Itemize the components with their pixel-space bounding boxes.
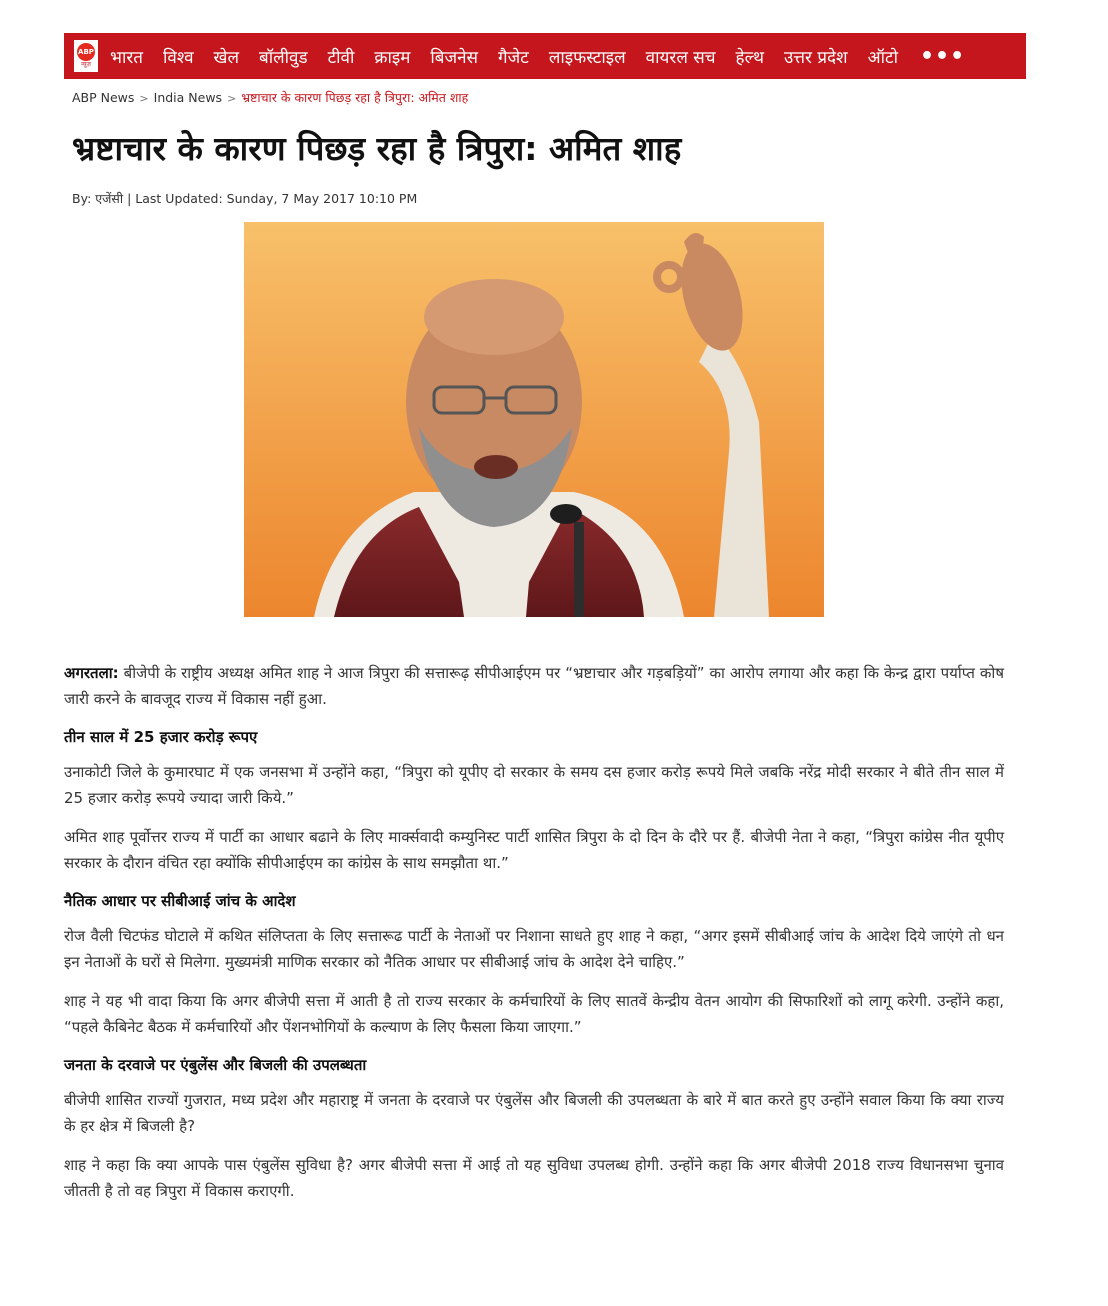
article-dateline: अगरतला: <box>64 664 119 682</box>
breadcrumb-section-link[interactable]: India News <box>153 90 223 105</box>
breadcrumb-current-link[interactable]: भ्रष्टाचार के कारण पिछड़ रहा है त्रिपुरा: अमित शाह <box>241 90 469 105</box>
more-menu-icon[interactable]: ••• <box>920 43 966 69</box>
nav-item-health[interactable]: हेल्थ <box>735 47 764 68</box>
article-title: भ्रष्टाचार के कारण पिछड़ रहा है त्रिपुरा: अमित शाह <box>72 129 682 168</box>
article-subheading: तीन साल में 25 हजार करोड़ रूपए <box>64 728 258 746</box>
nav-item-auto[interactable]: ऑटो <box>867 47 898 68</box>
article-paragraph: शाह ने यह भी वादा किया कि अगर बीजेपी सत्ता में आती है तो राज्य सरकार के कर्मचारियों के लिए सातवें केन्द्रीय वेतन आयोग की सिफारिशों को लागू करेगी. उन्होंने कहा, “पहले कैबिनेट बैठक में कर्मचारियों और पेंशनभोगियों के कल्याण के लिए फैसला किया जाएगा.” <box>64 992 1004 1036</box>
nav-item-business[interactable]: बिजनेस <box>430 47 479 68</box>
article-lead-paragraph <box>64 660 1004 712</box>
article-lead-text: बीजेपी के राष्ट्रीय अध्यक्ष अमित शाह ने आज त्रिपुरा की सत्तारूढ़ सीपीआईएम पर “भ्रष्टाचार और गड़बड़ियों” का आरोप लगाया और कहा कि केन्द्र द्वारा पर्याप्त कोष जारी करने के बावजूद राज्य में विकास नहीं हुआ. <box>64 664 1004 708</box>
nav-item-tv[interactable]: टीवी <box>327 47 355 68</box>
nav-item-crime[interactable]: क्राइम <box>374 47 411 68</box>
breadcrumb <box>72 89 468 106</box>
article-subheading: जनता के दरवाजे पर एंबुलेंस और बिजली की उपलब्धता <box>64 1056 367 1074</box>
top-navigation-bar <box>64 33 1026 79</box>
breadcrumb-separator: > <box>139 92 149 105</box>
nav-item-bollywood[interactable]: बॉलीवुड <box>258 47 308 68</box>
article-subheading: नैतिक आधार पर सीबीआई जांच के आदेश <box>64 892 296 910</box>
logo-subtext: न्यूज़ <box>81 61 91 68</box>
nav-item-viral-sach[interactable]: वायरल सच <box>645 47 716 68</box>
nav-item-bharat[interactable]: भारत <box>110 47 143 68</box>
nav-item-khel[interactable]: खेल <box>213 47 239 68</box>
article-paragraph: रोज वैली चिटफंड घोटाले में कथित संलिप्तता के लिए सत्तारूढ पार्टी के नेताओं पर निशाना साधते हुए शाह ने कहा, “अगर इसमें सीबीआई जांच के आदेश दिये जाएंगे तो धन इन नेताओं के घरों से मिलेगा. मुख्यमंत्री माणिक सरकार को नैतिक आधार पर सीबीआई जांच के आदेश देने चाहिए.” <box>64 927 1004 971</box>
nav-item-vishwa[interactable]: विश्व <box>163 47 194 68</box>
nav-item-lifestyle[interactable]: लाइफस्टाइल <box>548 47 626 68</box>
article-paragraph: बीजेपी शासित राज्यों गुजरात, मध्य प्रदेश और महाराष्ट्र में जनता के दरवाजे पर एंबुलेंस और बिजली की उपलब्धता के बारे में बात करते हुए उन्होंने सवाल किया कि क्या राज्य के हर क्षेत्र में बिजली है? <box>64 1091 1004 1135</box>
breadcrumb-separator: > <box>227 92 237 105</box>
hero-photo-illustration <box>244 222 824 617</box>
article-paragraph: शाह ने कहा कि क्या आपके पास एंबुलेंस सुविधा है? अगर बीजेपी सत्ता में आई तो यह सुविधा उपलब्ध होगी. उन्होंने कहा कि अगर बीजेपी 2018 राज्य विधानसभा चुनाव जीतती है तो वह त्रिपुरा में विकास कराएगी. <box>64 1156 1004 1200</box>
article-body <box>64 660 1004 1217</box>
nav-item-uttar-pradesh[interactable]: उत्तर प्रदेश <box>783 47 848 68</box>
article-byline: By: एजेंसी | Last Updated: Sunday, 7 May 2017 10:10 PM <box>72 191 418 206</box>
article-paragraph: उनाकोटी जिले के कुमारघाट में एक जनसभा में उन्होंने कहा, “त्रिपुरा को यूपीए दो सरकार के समय दस हजार करोड़ रूपये मिले जबकि नरेंद्र मोदी सरकार ने बीते तीन साल में 25 हजार करोड़ रूपये ज्यादा जारी किये.” <box>64 763 1004 807</box>
article-paragraph: अमित शाह पूर्वोत्तर राज्य में पार्टी का आधार बढाने के लिए मार्क्सवादी कम्युनिस्ट पार्टी शासित त्रिपुरा के दो दिन के दौरे पर हैं. बीजेपी नेता ने कहा, “त्रिपुरा कांग्रेस नीत यूपीए सरकार के दौरान वंचित रहा क्योंकि सीपीआईएम का कांग्रेस के साथ समझौता था.” <box>64 828 1004 872</box>
breadcrumb-home-link[interactable]: ABP News <box>72 90 135 105</box>
logo-mark: ABP <box>77 43 95 61</box>
nav-item-gadget[interactable]: गैजेट <box>498 47 529 68</box>
article-hero-image <box>244 222 824 617</box>
nav-menu <box>110 33 965 79</box>
abp-news-logo[interactable] <box>72 38 100 74</box>
